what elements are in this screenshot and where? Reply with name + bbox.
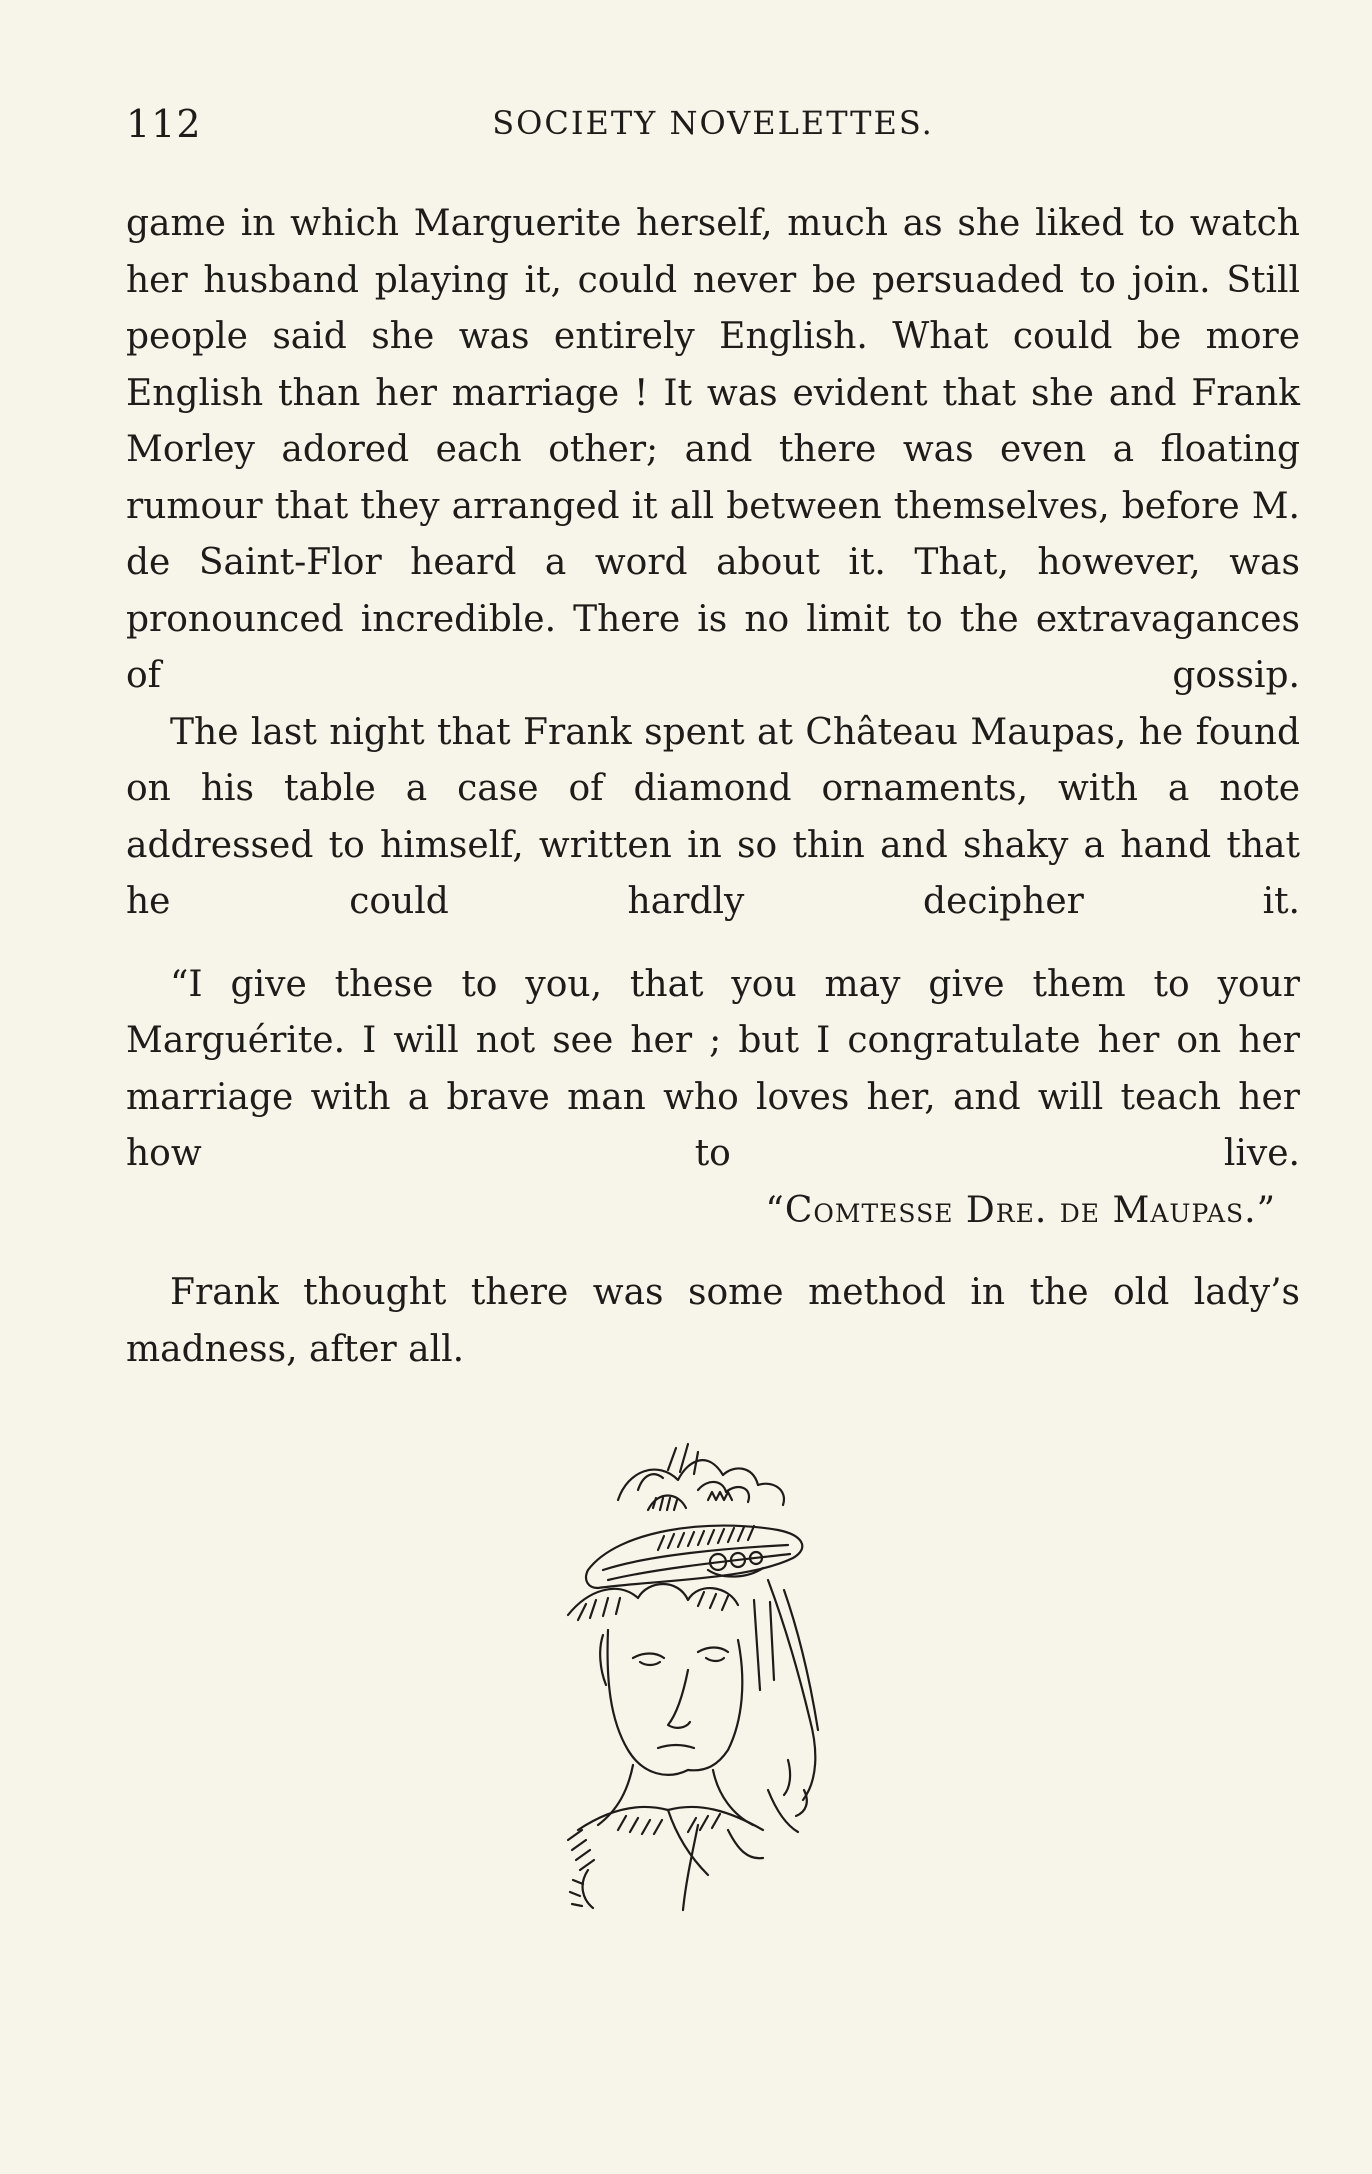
lady-in-bonnet-sketch-icon [548,1430,868,1920]
letter-paragraph: “I give these to you, that you may give them to your Marguérite. I will not see her ; but I congratulate her on her marriage with a brave man who loves her, and will teach her how to live. [126,963,1300,1174]
paragraph-2: The last night that Frank spent at Château Maupas, he found on his table a case of diamond ornaments, with a note addressed to himself, written in so thin and shaky a hand that he could hardly decipher it. [126,711,1300,922]
body-text [126,196,1300,1378]
paragraph-1: game in which Marguerite herself, much as she liked to watch her husband playing it, could never be persuaded to join. Still people said she was entirely English. What could be more English than her marriage ! It was evident that she and Frank Morley adored each other; and there was even a floating rumour that they arranged it all between themselves, before M. de Saint-Flor heard a word about it. That, however, was pronounced incredible. There is no limit to the extravagances of gossip. [126,203,1300,696]
paragraph-4: Frank thought there was some method in the old lady’s madness, after all. [126,1272,1300,1370]
page-number: 112 [126,102,202,146]
page-header [126,102,1300,162]
running-title: SOCIETY NOVELETTES. [492,104,934,142]
letter-signature: “Comtesse Dre. de Maupas.” [765,1189,1276,1231]
